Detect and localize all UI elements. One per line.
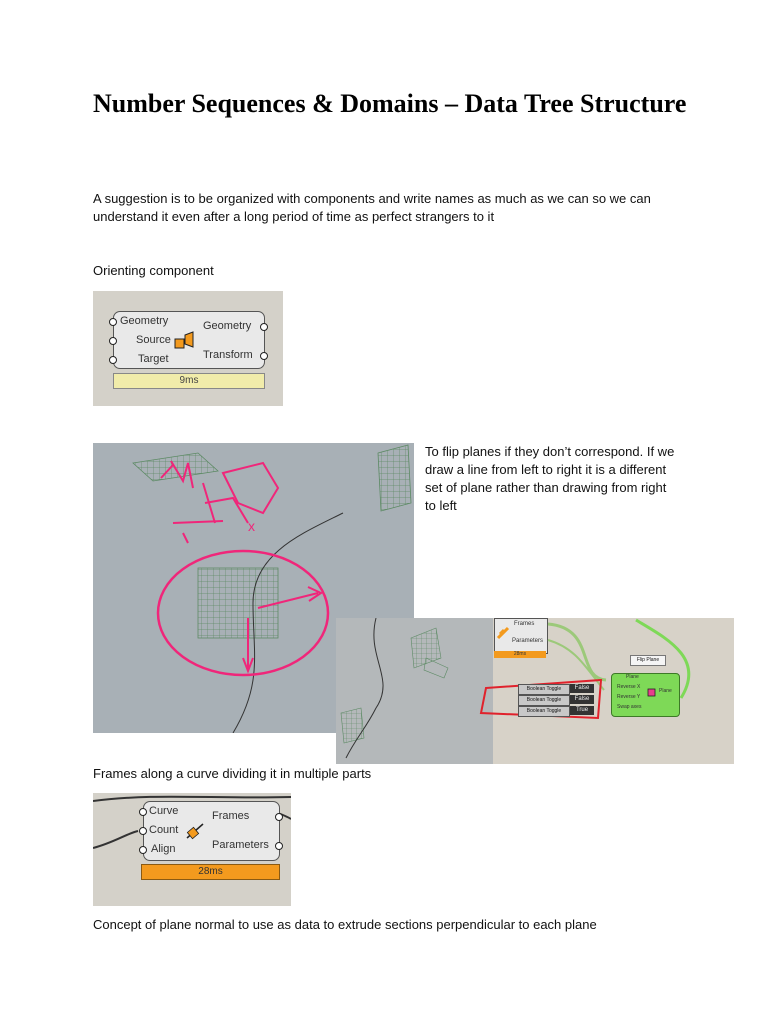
frames-output-port[interactable] [275, 813, 283, 821]
flip-input-swap-axes: Swap axes [617, 704, 642, 710]
flip-input-reverse-y: Reverse Y [617, 694, 641, 700]
orient-output-port[interactable] [260, 352, 268, 360]
frames-input-port[interactable] [139, 827, 147, 835]
frames-input-port[interactable] [139, 846, 147, 854]
orient-output-geometry: Geometry [203, 320, 252, 332]
toggle-value[interactable]: False [570, 695, 594, 704]
orient-output-port[interactable] [260, 323, 268, 331]
page-title: Number Sequences & Domains – Data Tree Structure [93, 89, 687, 118]
orient-input-port[interactable] [109, 356, 117, 364]
intro-paragraph: A suggestion is to be organized with components and write names as much as we can so we can understand it even after a long period of time as perfect strangers to it [93, 191, 651, 224]
frames-input-curve: Curve [149, 805, 179, 817]
frames-output-label: Frames [514, 621, 535, 627]
toggle-label: Boolean Toggle [518, 706, 570, 717]
normal-caption: Concept of plane normal to use as data to extrude sections perpendicular to each plane [93, 917, 597, 932]
sketch-x-label: x [248, 518, 255, 534]
orient-input-port[interactable] [109, 337, 117, 345]
frames-caption: Frames along a curve dividing it in multiple parts [93, 766, 372, 781]
flip-plane-graph-screenshot [336, 618, 734, 764]
orient-icon [173, 331, 195, 351]
toggle-label: Boolean Toggle [518, 684, 570, 695]
flip-input-reverse-x: Reverse X [617, 684, 641, 690]
orient-component-screenshot [93, 291, 283, 406]
frames-icon [184, 821, 206, 841]
frames-output-port[interactable] [275, 842, 283, 850]
toggle-value[interactable]: True [570, 706, 594, 715]
frames-output-parameters: Parameters [212, 839, 269, 851]
frames-input-port[interactable] [139, 808, 147, 816]
flip-output-plane: Plane [659, 688, 672, 694]
frames-input-count: Count [149, 824, 179, 836]
frames-time-bar: 28ms [141, 864, 280, 880]
flip-plane-tooltip: Flip Plane [630, 655, 666, 666]
frames-time-bar: 28ms [494, 651, 546, 658]
orient-input-geometry: Geometry [120, 315, 169, 327]
orient-output-transform: Transform [203, 349, 253, 361]
orient-input-port[interactable] [109, 318, 117, 326]
parameters-output-label: Parameters [512, 638, 544, 644]
orient-input-source: Source [136, 334, 171, 346]
orient-input-target: Target [138, 353, 169, 365]
orient-time-bar: 9ms [113, 373, 265, 389]
toggle-value[interactable]: False [570, 684, 594, 693]
frames-output-frames: Frames [212, 810, 250, 822]
frames-component-screenshot [93, 793, 291, 906]
boolean-toggle-group [518, 684, 598, 715]
toggle-label: Boolean Toggle [518, 695, 570, 706]
frames-input-align: Align [151, 843, 176, 855]
flip-plane-icon [647, 688, 656, 697]
flip-caption: To flip planes if they don’t correspond. If we draw a line from left to right it is a different set of plane rather than drawing from right to left [425, 444, 675, 513]
orient-caption: Orienting component [93, 263, 214, 278]
flip-input-plane: Plane [626, 674, 639, 680]
